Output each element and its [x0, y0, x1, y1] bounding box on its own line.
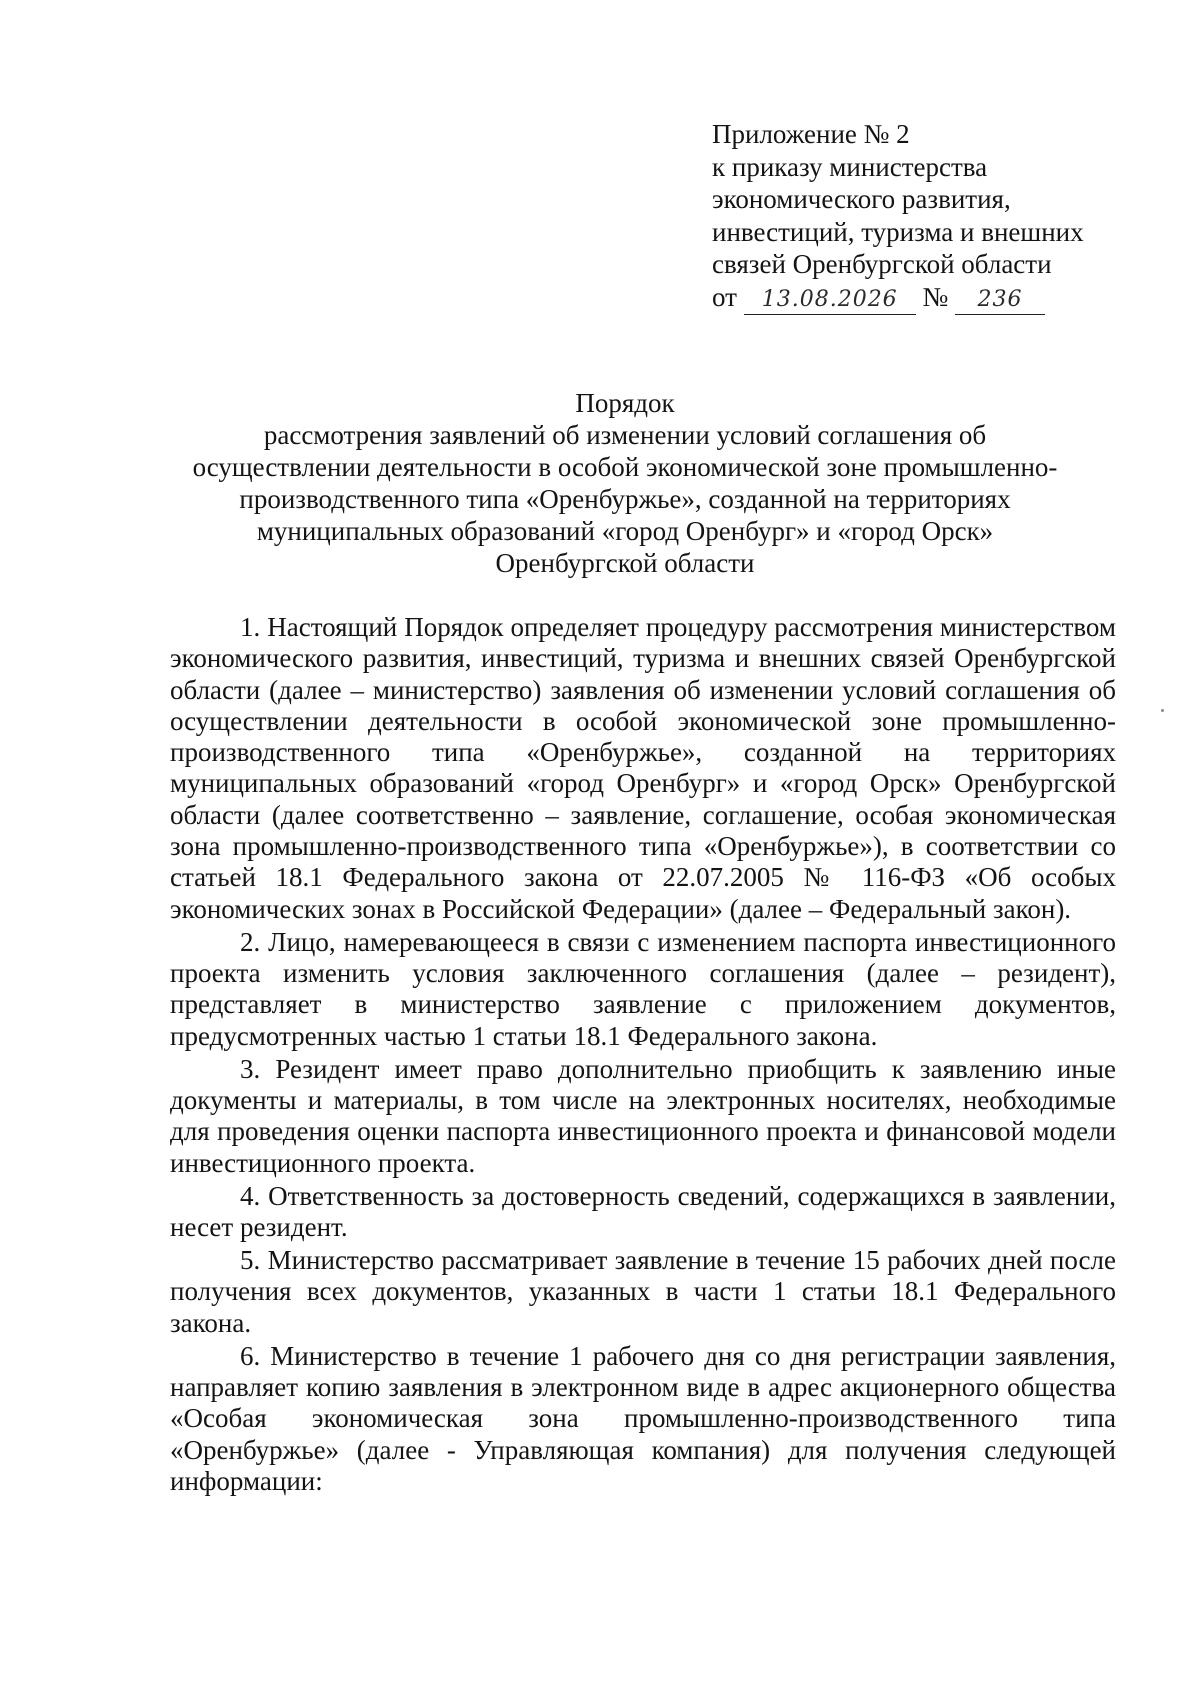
title-line-3: производственного типа «Оренбуржье», созданной на территориях: [239, 484, 1011, 514]
title-line-2: осуществлении деятельности в особой экономической зоне промышленно-: [192, 452, 1058, 482]
appendix-header: [712, 118, 1132, 315]
document-body: [170, 612, 1116, 1499]
paragraph-1: 1. Настоящий Порядок определяет процедуру рассмотрения министерством экономического развития, инвестиций, туризма и внешних связей Оренбургской области (далее – министерство) заявления об изменении условий соглашения об осуществлении деятельности в особой экономической зоне промышленно-производственного типа «Оренбуржье», созданной на территориях муниципальных образований «город Оренбург» и «город Орск» Оренбургской области (далее соответственно – заявление, соглашение, особая экономическая зона промышленно-производственного типа «Оренбуржье»), в соответствии со статьей 18.1 Федерального закона от 22.07.2005 № 116-ФЗ «Об особых экономических зонах в Российской Федерации» (далее – Федеральный закон).: [170, 612, 1116, 924]
appendix-line-4: инвестиций, туризма и внешних: [712, 216, 1084, 247]
appendix-date-line: [712, 281, 1132, 315]
number-label: №: [922, 281, 949, 312]
document-title-block: [150, 387, 1100, 579]
document-title: Порядок: [575, 388, 675, 418]
title-line-4: муниципальных образований «город Оренбург» и «город Орск»: [256, 516, 994, 546]
paragraph-5: 5. Министерство рассматривает заявление в течение 15 рабочих дней после получения всех документов, указанных в части 1 статьи 18.1 Федерального закона.: [170, 1245, 1116, 1338]
paragraph-6: 6. Министерство в течение 1 рабочего дня со дня регистрации заявления, направляет копию заявления в электронном виде в адрес акционерного общества «Особая экономическая зона промышленно-производственного типа «Оренбуржье» (далее - Управляющая компания) для получения следующей информации:: [170, 1340, 1116, 1496]
appendix-line-2: к приказу министерства: [712, 151, 988, 182]
appendix-line-3: экономического развития,: [712, 184, 1011, 214]
title-line-5: Оренбургской области: [495, 548, 755, 578]
appendix-line-5: связей Оренбургской области: [712, 249, 1052, 279]
paragraph-2: 2. Лицо, намеревающееся в связи с изменением паспорта инвестиционного проекта изменить условия заключенного соглашения (далее – резидент), представляет в министерство заявление с приложением документов, предусмотренных частью 1 статьи 18.1 Федерального закона.: [170, 926, 1116, 1051]
handwritten-date: 13.08.2026: [744, 286, 916, 315]
scan-speck: [1161, 709, 1164, 712]
date-prefix: от: [712, 281, 737, 312]
paragraph-3: 3. Резидент имеет право дополнительно приобщить к заявлению иные документы и материалы, в том числе на электронных носителях, необходимые для проведения оценки паспорта инвестиционного проекта и финансовой модели инвестиционного проекта.: [170, 1053, 1116, 1178]
appendix-line-1: Приложение № 2: [712, 119, 910, 149]
title-line-1: рассмотрения заявлений об изменении условий соглашения об: [263, 420, 987, 450]
handwritten-number: 236: [955, 286, 1045, 315]
paragraph-4: 4. Ответственность за достоверность сведений, содержащихся в заявлении, несет резидент.: [170, 1180, 1116, 1243]
